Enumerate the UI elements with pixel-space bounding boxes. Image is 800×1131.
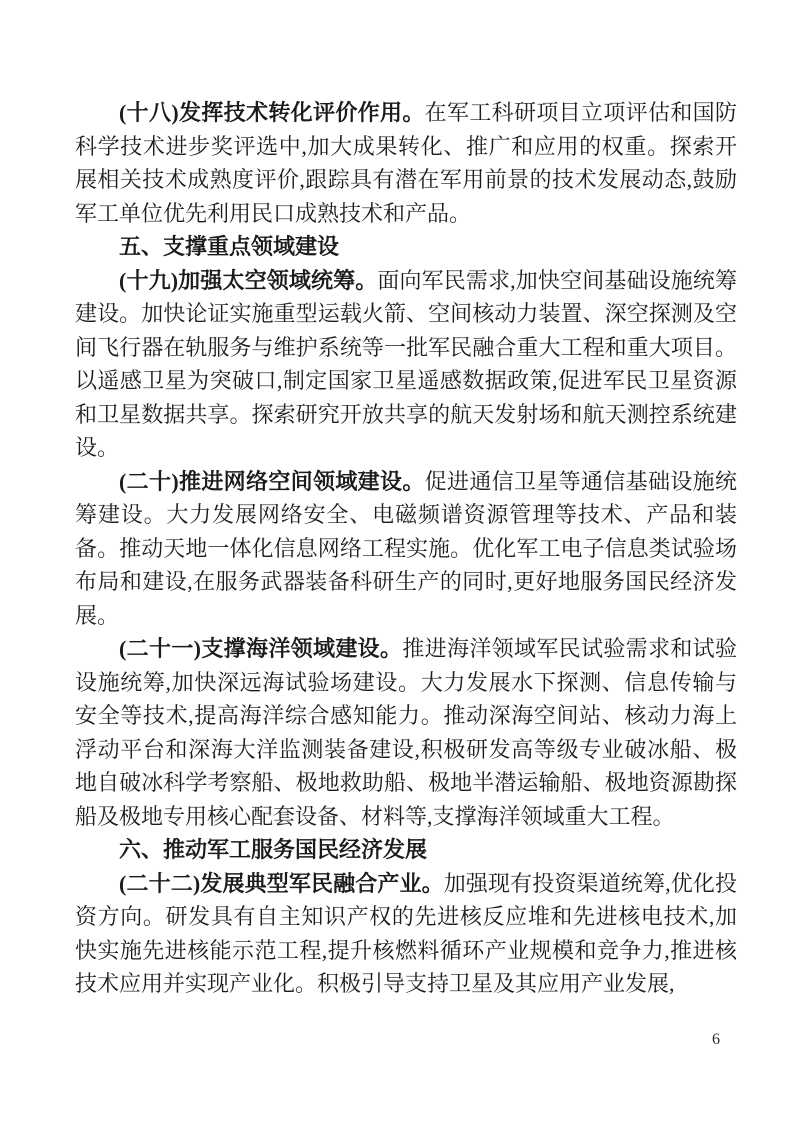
paragraph-item-20 — [75, 465, 737, 633]
paragraph-20-body: 促进通信卫星等通信基础设施统筹建设。大力发展网络安全、电磁频谱资源管理等技术、产品和装备。推动天地一体化信息网络工程实施。优化军工电子信息类试验场布局和建设,在服务武器装备科研生产的同时,更好地服务国民经济发展。 — [75, 468, 737, 628]
paragraph-item-19 — [75, 264, 737, 465]
section-heading-6: 六、推动军工服务国民经济发展 — [119, 837, 428, 862]
paragraph-item-18 — [75, 96, 737, 230]
paragraph-18-body: 在军工科研项目立项评估和国防科学技术进步奖评选中,加大成果转化、推广和应用的权重。探索开展相关技术成熟度评价,跟踪具有潜在军用前景的技术发展动态,鼓励军工单位优先利用民口成熟技术和产品。 — [75, 100, 737, 226]
paragraph-22-lead: (二十二)发展典型军民融合产业。 — [119, 870, 444, 896]
paragraph-18-lead: (十八)发挥技术转化评价作用。 — [119, 100, 425, 125]
paragraph-item-21 — [75, 632, 737, 833]
paragraph-21-lead: (二十一)支撑海洋领域建设。 — [119, 636, 403, 661]
paragraph-item-22 — [75, 867, 737, 1001]
paragraph-19-lead: (十九)加强太空领域统筹。 — [119, 267, 378, 293]
section-heading-5: 五、支撑重点领域建设 — [119, 234, 340, 259]
paragraph-19-body: 面向军民需求,加快空间基础设施统筹建设。加快论证实施重型运载火箭、空间核动力装置、深空探测及空间飞行器在轨服务与维护系统等一批军民融合重大工程和重大项目。以遥感卫星为突破口,制定国家卫星遥感数据政策,促进军民卫星资源和卫星数据共享。探索研究开放共享的航天发射场和航天测控系统建设。 — [75, 267, 737, 460]
paragraph-21-body: 推进海洋领域军民试验需求和试验设施统筹,加快深远海试验场建设。大力发展水下探测、信息传输与安全等技术,提高海洋综合感知能力。推动深海空间站、核动力海上浮动平台和深海大洋监测装备建设,积极研发高等级专业破冰船、极地自破冰科学考察船、极地救助船、极地半潜运输船、极地资源勘探船及极地专用核心配套设备、材料等,支撑海洋领域重大工程。 — [75, 636, 737, 829]
paragraph-22-body: 加强现有投资渠道统筹,优化投资方向。研发具有自主知识产权的先进核反应堆和先进核电技术,加快实施先进核能示范工程,提升核燃料循环产业规模和竞争力,推进核技术应用并实现产业化。积极引导支持卫星及其应用产业发展, — [75, 870, 737, 996]
document-body — [75, 96, 737, 1001]
page-number: 6 — [712, 1031, 720, 1048]
paragraph-20-lead: (二十)推进网络空间领域建设。 — [119, 468, 425, 494]
